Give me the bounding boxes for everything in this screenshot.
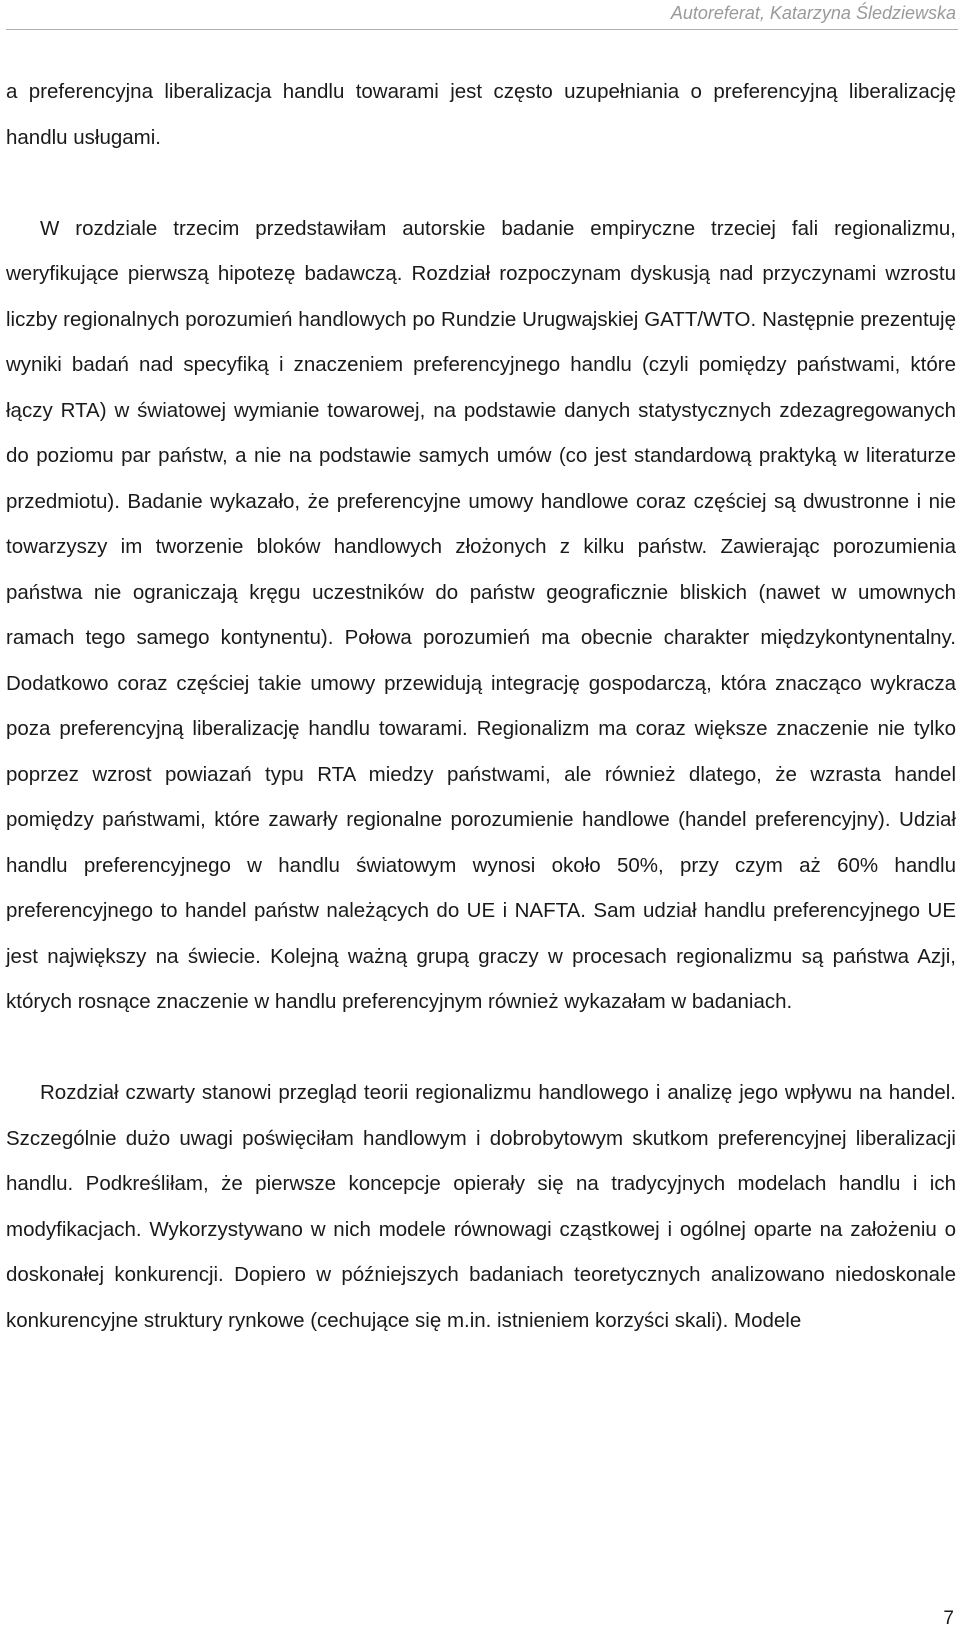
- page-number: 7: [943, 1608, 954, 1629]
- document-body: [6, 69, 956, 1343]
- paragraph-chapter-three: W rozdziale trzecim przedstawiłam autorskie badanie empiryczne trzeciej fali regionalizmu, weryfikujące pierwszą hipotezę badawczą. Rozdział rozpoczynam dyskusją nad przyczynami wzrostu liczby regionalnych porozumień handlowych po Rundzie Urugwajskiej GATT/WTO. Następnie prezentuję wyniki badań nad specyfiką i znaczeniem preferencyjnego handlu (czyli pomiędzy państwami, które łączy RTA) w światowej wymianie towarowej, na podstawie danych statystycznych zdezagregowanych do poziomu par państw, a nie na podstawie samych umów (co jest standardową praktyką w literaturze przedmiotu). Badanie wykazało, że preferencyjne umowy handlowe coraz częściej są dwustronne i nie towarzyszy im tworzenie bloków handlowych złożonych z kilku państw. Zawierając porozumienia państwa nie ograniczają kręgu uczestników do państw geograficznie bliskich (nawet w umownych ramach tego samego kontynentu). Połowa porozumień ma obecnie charakter międzykontynentalny. Dodatkowo coraz częściej takie umowy przewidują integrację gospodarczą, która znacząco wykracza poza preferencyjną liberalizację handlu towarami. Regionalizm ma coraz większe znaczenie nie tylko poprzez wzrost powiazań typu RTA miedzy państwami, ale również dlatego, że wzrasta handel pomiędzy państwami, które zawarły regionalne porozumienie handlowe (handel preferencyjny). Udział handlu preferencyjnego w handlu światowym wynosi około 50%, przy czym aż 60% handlu preferencyjnego to handel państw należących do UE i NAFTA. Sam udział handlu preferencyjnego UE jest największy na świecie. Kolejną ważną grupą graczy w procesach regionalizmu są państwa Azji, których rosnące znaczenie w handlu preferencyjnym również wykazałam w badaniach.: [6, 216, 956, 1013]
- paragraph-continuation: a preferencyjna liberalizacja handlu towarami jest często uzupełniania o preferencyjną liberalizację handlu usługami.: [6, 80, 956, 149]
- paragraph-chapter-four: Rozdział czwarty stanowi przegląd teorii regionalizmu handlowego i analizę jego wpływu na handel. Szczególnie dużo uwagi poświęciłam handlowym i dobrobytowym skutkom preferencyjnej liberalizacji handlu. Podkreśliłam, że pierwsze koncepcje opierały się na tradycyjnych modelach handlu i ich modyfikacjach. Wykorzystywano w nich modele równowagi cząstkowej i ogólnej oparte na założeniu o doskonałej konkurencji. Dopiero w późniejszych badaniach teoretycznych analizowano niedoskonale konkurencyjne struktury rynkowe (cechujące się m.in. istnieniem korzyści skali). Modele: [6, 1081, 956, 1332]
- header-divider: [6, 29, 958, 30]
- running-title: Autoreferat, Katarzyna Śledziewska: [670, 3, 956, 23]
- page-header: [0, 0, 960, 30]
